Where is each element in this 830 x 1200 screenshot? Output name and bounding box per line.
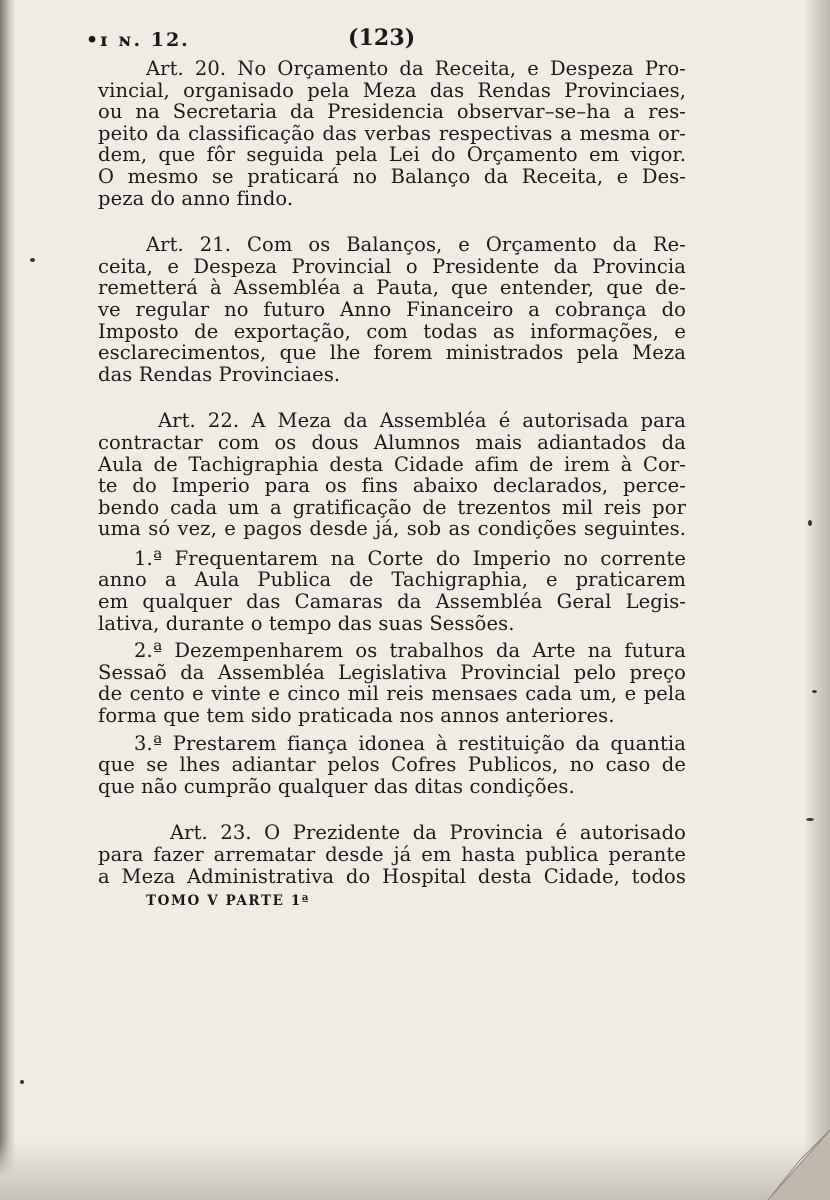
condition-2 <box>98 640 686 726</box>
page-right-edge <box>804 0 830 1200</box>
text-line: a Meza Administrativa do Hospital desta Cidade, todos <box>98 864 686 888</box>
condition-1 <box>98 548 686 634</box>
folded-corner-icon <box>760 1120 830 1200</box>
text-line: bendo cada um a gratificação de trezentos mil reis por <box>98 495 686 519</box>
text-line: para fazer arrematar desde já em hasta publica perante <box>98 843 686 866</box>
article-22 <box>98 410 686 540</box>
page-gutter-shadow <box>0 0 16 1200</box>
text-line: Sessaõ da Assembléa Legislativa Provincial pelo preço <box>98 660 686 684</box>
text-line: de cento e vinte e cinco mil reis mensaes cada um, e pela <box>98 682 686 706</box>
article-21 <box>98 234 686 385</box>
text-line: Imposto de exportação, com todas as informações, e <box>98 319 686 343</box>
text-line: das Rendas Provinciaes. <box>98 362 341 386</box>
text-line: ve regular no futuro Anno Financeiro a cobrança do <box>98 297 686 321</box>
text-line: 2.ª Dezempenharem os trabalhos da Arte na futura <box>134 639 686 663</box>
ink-speck <box>812 690 817 693</box>
ink-speck <box>806 818 814 821</box>
text-line: uma só vez, e pagos desde já, sob as condições seguintes. <box>98 517 686 541</box>
footer-signature: TOMO V PARTE 1ª <box>146 893 311 910</box>
ink-speck <box>30 258 35 262</box>
text-line: Art. 22. A Meza da Assembléa é autorisada para <box>158 409 686 433</box>
page-header <box>86 22 686 58</box>
text-line: que não cumprão qualquer das ditas condições. <box>98 774 575 798</box>
text-line: ou na Secretaria da Presidencia observar–se–ha a res- <box>98 100 686 124</box>
condition-3 <box>98 733 686 798</box>
article-20 <box>98 58 686 209</box>
text-line: Art. 21. Com os Balanços, e Orçamento da Re- <box>146 233 686 257</box>
ink-speck <box>808 520 812 526</box>
text-line: ceita, e Despeza Provincial o Presidente da Provincia <box>98 254 686 278</box>
text-line: esclarecimentos, que lhe forem ministrados pela Meza <box>98 341 686 365</box>
printer-signature: •ɪ ɴ. 12. <box>86 29 190 51</box>
text-line: remetterá à Assembléa a Pauta, que entender, que de- <box>98 276 686 300</box>
text-line: O mesmo se praticará no Balanço da Receita, e Des- <box>98 164 686 188</box>
page-bottom-edge <box>0 1140 830 1200</box>
text-line: em qualquer das Camaras da Assembléa Geral Legis- <box>98 590 686 614</box>
text-line: anno a Aula Publica de Tachigraphia, e praticarem <box>98 568 686 592</box>
article-23 <box>98 822 686 887</box>
text-line: peito da classificação das verbas respectivas a mesma or- <box>98 121 686 145</box>
page-number: (123) <box>348 25 416 51</box>
text-line: peza do anno findo. <box>98 186 294 210</box>
text-line: forma que tem sido praticada nos annos anteriores. <box>98 704 615 728</box>
text-line: vincial, organisado pela Meza das Rendas Provinciaes, <box>98 78 686 102</box>
text-line: Aula de Tachigraphia desta Cidade afim de irem à Cor- <box>98 452 686 476</box>
text-line: 3.ª Prestarem fiança idonea à restituição da quantia <box>134 731 686 755</box>
text-line: te do Imperio para os fins abaixo declarados, perce- <box>98 474 686 498</box>
ink-speck <box>20 1080 24 1084</box>
text-line: Art. 20. No Orçamento da Receita, e Despeza Pro- <box>146 57 686 80</box>
text-line: 1.ª Frequentarem na Corte do Imperio no corrente <box>134 546 686 570</box>
text-line: contractar com os dous Alumnos mais adiantados da <box>98 430 686 454</box>
text-line: dem, que fôr seguida pela Lei do Orçamento em vigor. <box>98 143 686 167</box>
text-line: lativa, durante o tempo das suas Sessões. <box>98 611 515 635</box>
text-line: Art. 23. O Prezidente da Provincia é autorisado <box>170 821 686 845</box>
text-line: que se lhes adiantar pelos Cofres Publicos, no caso de <box>98 753 686 777</box>
page-content <box>86 22 686 913</box>
